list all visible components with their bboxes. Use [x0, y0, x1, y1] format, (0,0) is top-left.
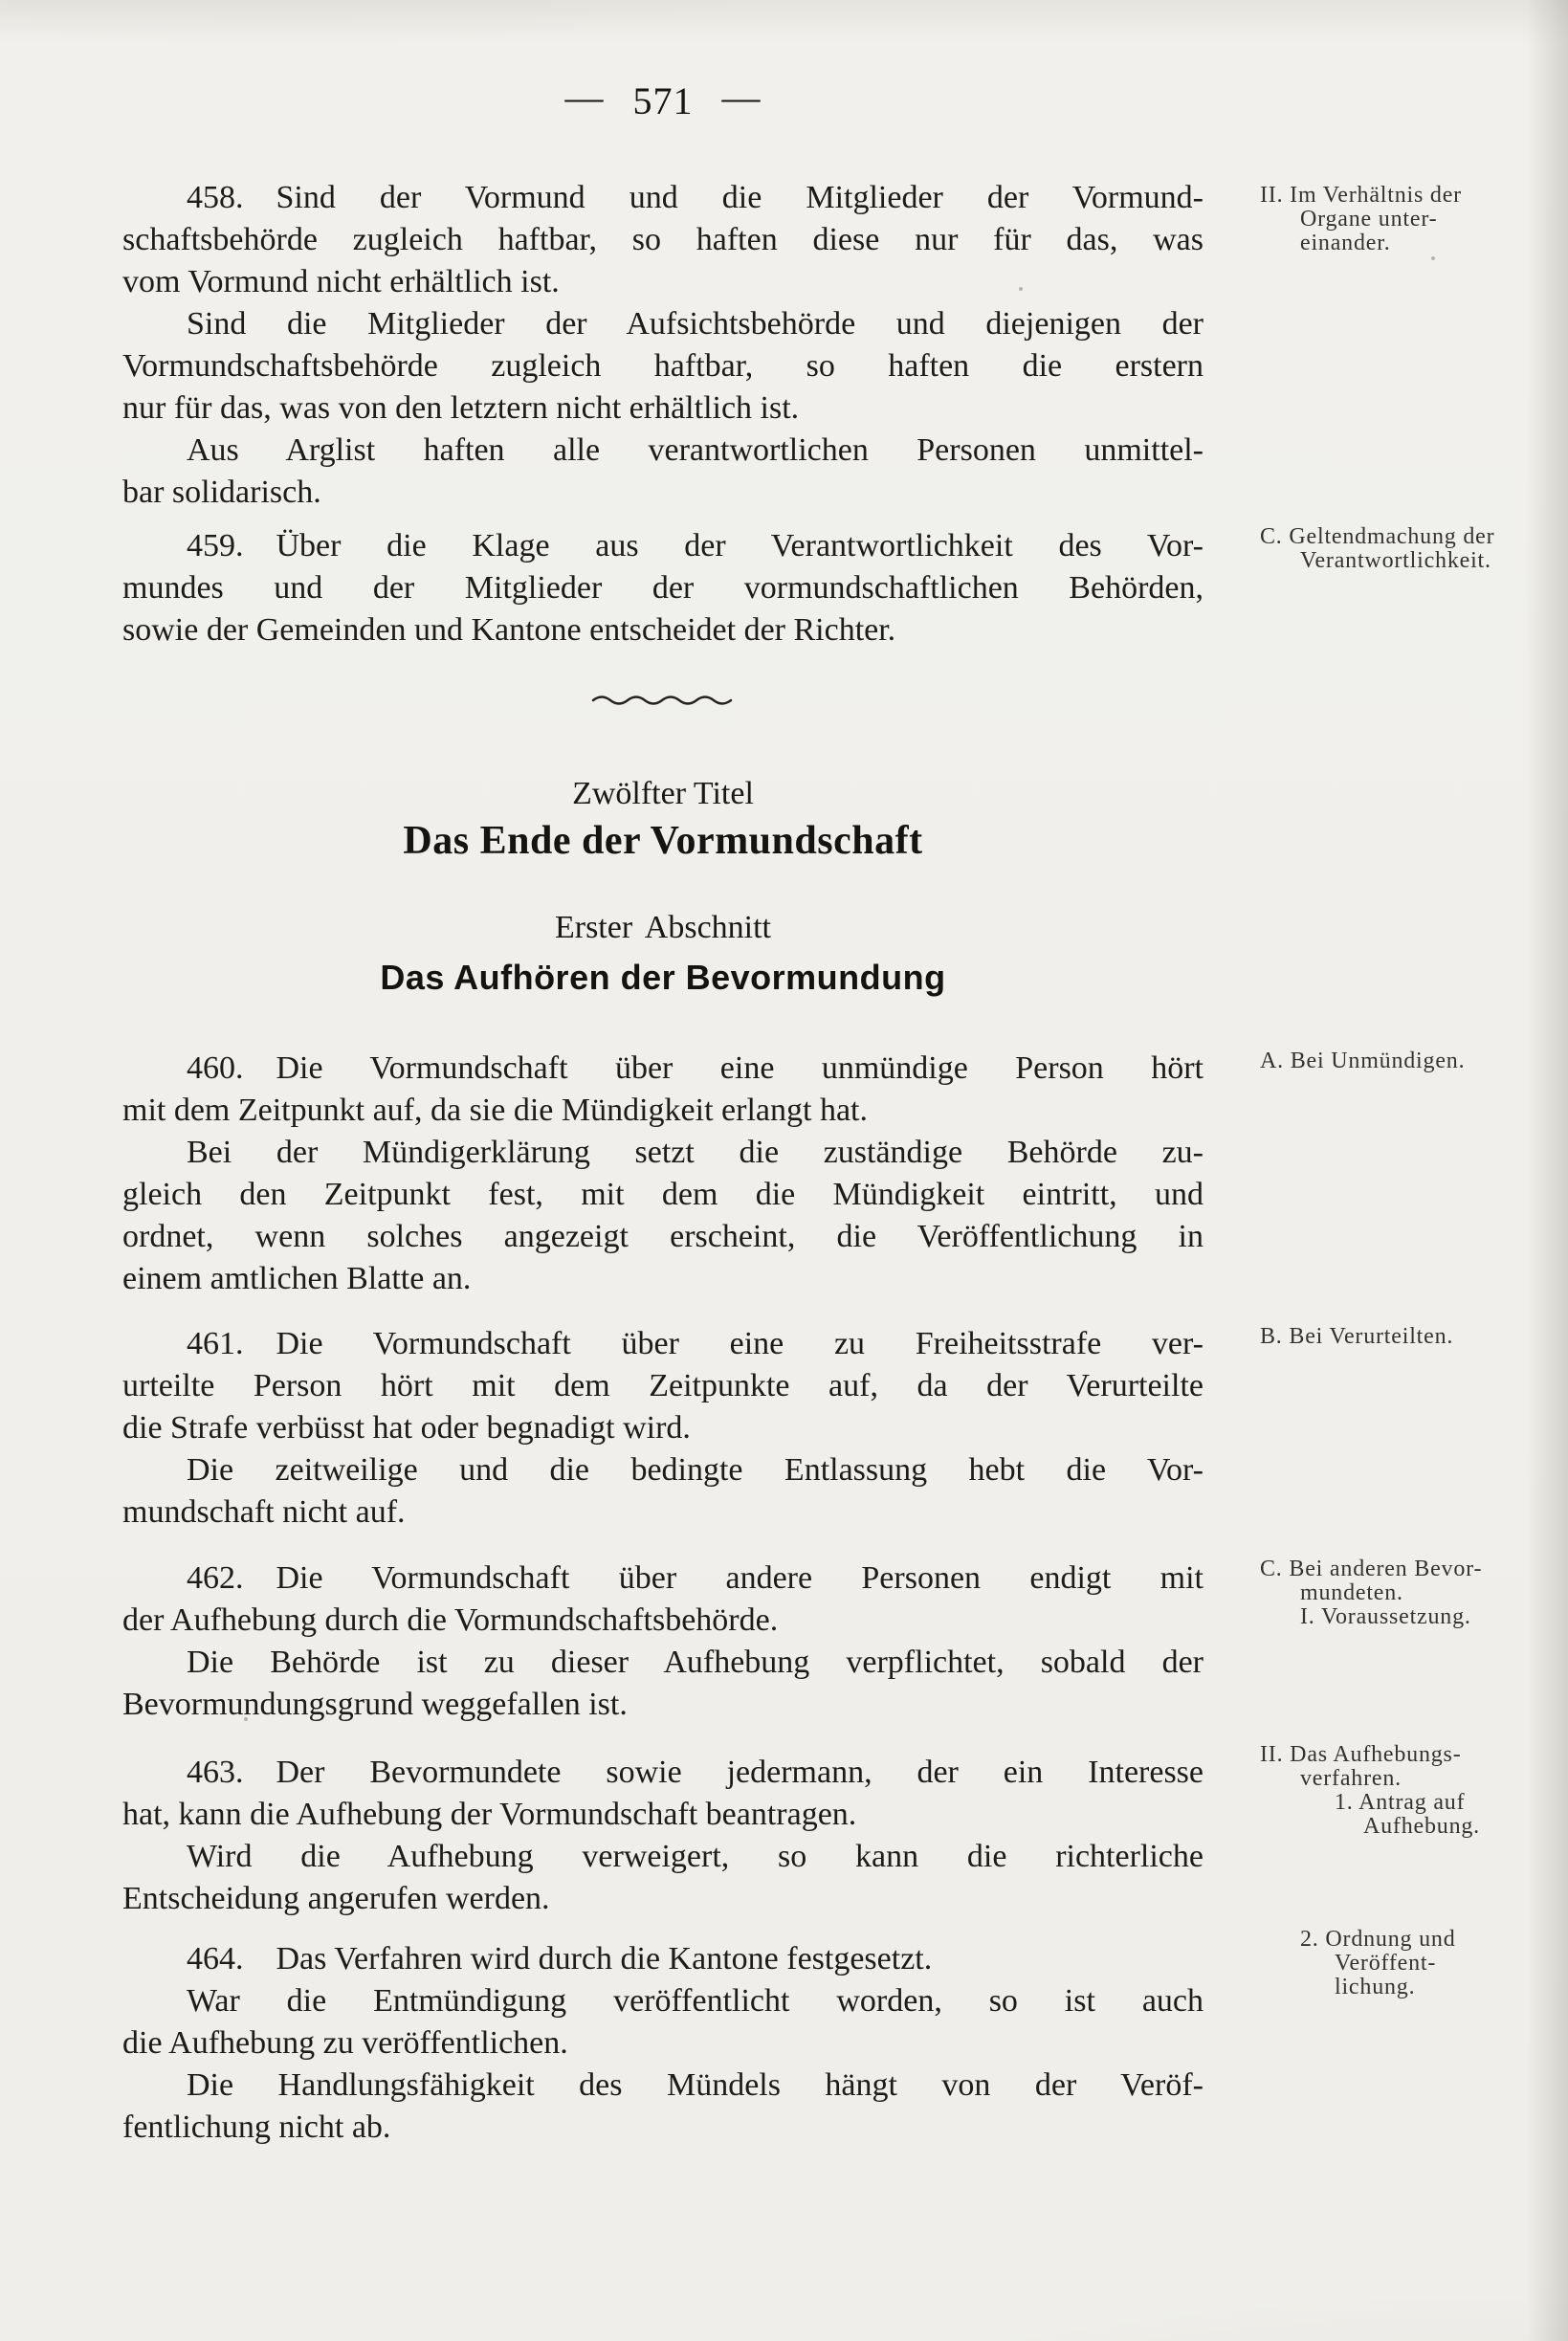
- text-line: die Aufhebung zu veröffentlichen.: [122, 2025, 568, 2061]
- margin-notes-column: [1260, 0, 1552, 2341]
- text-line: Aus Arglist haften alle verantwortlichen Personen unmittel-: [187, 432, 1204, 468]
- text-line: mit dem Zeitpunkt auf, da sie die Mündigkeit erlangt hat.: [122, 1093, 868, 1128]
- article-462: [122, 1557, 1204, 1726]
- text-line: Bei der Mündigerklärung setzt die zuständige Behörde zu-: [187, 1135, 1204, 1170]
- margin-note-line: 1. Antrag auf: [1335, 1790, 1466, 1815]
- body-column: [122, 0, 1204, 2341]
- page-number: 571: [632, 79, 694, 122]
- scan-speck: [1019, 287, 1023, 291]
- article-458: [122, 177, 1204, 514]
- text-line: War die Entmündigung veröffentlicht worden, so ist auch: [187, 1983, 1204, 2019]
- margin-note-line: einander.: [1300, 231, 1391, 255]
- text-line: 460. Die Vormundschaft über eine unmündige Person hört: [187, 1050, 1204, 1086]
- margin-note-line: verfahren.: [1300, 1766, 1402, 1791]
- text-line: gleich den Zeitpunkt fest, mit dem die Mündigkeit eintritt, und: [122, 1177, 1204, 1212]
- scan-speck: [1431, 256, 1435, 260]
- margin-note-line: Veröffent-: [1335, 1951, 1437, 1976]
- text-line: ordnet, wenn solches angezeigt erscheint, die Veröffentlichung in: [122, 1219, 1204, 1254]
- text-line: Die zeitweilige und die bedingte Entlassung hebt die Vor-: [187, 1452, 1204, 1488]
- margin-note-line: Organe unter-: [1300, 207, 1438, 232]
- text-line: schaftsbehörde zugleich haftbar, so haften diese nur für das, was: [122, 222, 1204, 257]
- margin-note-458: [1260, 184, 1552, 255]
- margin-note-line: Aufhebung.: [1363, 1814, 1480, 1839]
- text-line: bar solidarisch.: [122, 475, 321, 510]
- header-dash-right: —: [721, 76, 762, 119]
- wavy-rule-icon: [590, 696, 736, 712]
- section-kicker: Erster Abschnitt: [554, 910, 772, 945]
- margin-note-line: I. Voraussetzung.: [1300, 1604, 1471, 1629]
- margin-note-464: [1260, 1928, 1552, 1999]
- margin-note-line: lichung.: [1335, 1975, 1416, 1999]
- text-line: fentlichung nicht ab.: [122, 2109, 391, 2145]
- article-461: [122, 1323, 1204, 1534]
- title-kicker: Zwölfter Titel: [572, 776, 754, 811]
- margin-note-463: [1260, 1743, 1552, 1839]
- margin-note-line: B. Bei Verurteilten.: [1260, 1324, 1454, 1349]
- scan-speck: [244, 1717, 248, 1721]
- text-line: Sind die Mitglieder der Aufsichtsbehörde und diejenigen der: [187, 306, 1204, 342]
- text-line: nur für das, was von den letztern nicht erhältlich ist.: [122, 390, 800, 426]
- text-line: der Aufhebung durch die Vormundschaftsbehörde.: [122, 1602, 779, 1638]
- text-line: mundes und der Mitglieder der vormundschaftlichen Behörden,: [122, 570, 1204, 606]
- text-line: sowie der Gemeinden und Kantone entscheidet der Richter.: [122, 612, 896, 648]
- article-459: [122, 525, 1204, 652]
- text-line: Wird die Aufhebung verweigert, so kann die richterliche: [187, 1839, 1204, 1874]
- text-line: Vormundschaftsbehörde zugleich haftbar, so haften die erstern: [122, 348, 1204, 384]
- margin-note-461: [1260, 1325, 1552, 1349]
- text-line: Die Handlungsfähigkeit des Mündels hängt von der Veröf-: [187, 2067, 1204, 2103]
- margin-note-line: C. Bei anderen Bevor-: [1260, 1557, 1483, 1581]
- margin-note-line: C. Geltendmachung der: [1260, 524, 1495, 549]
- margin-note-459: [1260, 525, 1552, 573]
- margin-note-line: 2. Ordnung und: [1300, 1927, 1456, 1952]
- text-line: Entscheidung angerufen werden.: [122, 1881, 550, 1916]
- title-heading: Das Ende der Vormundschaft: [403, 819, 923, 863]
- margin-note-line: II. Im Verhältnis der: [1260, 183, 1462, 208]
- section-divider: [122, 693, 1204, 713]
- margin-note-line: Verantwortlichkeit.: [1300, 548, 1491, 573]
- text-line: 459. Über die Klage aus der Verantwortlichkeit des Vor-: [187, 528, 1204, 563]
- text-line: hat, kann die Aufhebung der Vormundschaft beantragen.: [122, 1797, 857, 1832]
- text-line: 458. Sind der Vormund und die Mitglieder der Vormund-: [187, 180, 1204, 215]
- text-line: einem amtlichen Blatte an.: [122, 1261, 472, 1296]
- margin-note-line: A. Bei Unmündigen.: [1260, 1049, 1466, 1073]
- header-dash-left: —: [564, 76, 605, 119]
- margin-note-462: [1260, 1557, 1552, 1629]
- article-460: [122, 1048, 1204, 1300]
- margin-note-line: mundeten.: [1300, 1580, 1403, 1605]
- text-line: Bevormundungsgrund weggefallen ist.: [122, 1687, 628, 1722]
- text-line: 463. Der Bevormundete sowie jedermann, der ein Interesse: [187, 1755, 1204, 1790]
- text-line: urteilte Person hört mit dem Zeitpunkte auf, da der Verurteilte: [122, 1368, 1204, 1403]
- text-line: Die Behörde ist zu dieser Aufhebung verpflichtet, sobald der: [187, 1645, 1204, 1680]
- article-463: [122, 1752, 1204, 1920]
- text-line: mundschaft nicht auf.: [122, 1494, 406, 1530]
- text-line: 464. Das Verfahren wird durch die Kantone festgesetzt.: [187, 1941, 933, 1977]
- text-line: 461. Die Vormundschaft über eine zu Freiheitsstrafe ver-: [187, 1326, 1204, 1361]
- section-heading: Das Aufhören der Bevormundung: [380, 958, 946, 997]
- text-line: vom Vormund nicht erhältlich ist.: [122, 264, 560, 299]
- margin-note-460: [1260, 1049, 1552, 1073]
- article-464: [122, 1938, 1204, 2149]
- text-line: die Strafe verbüsst hat oder begnadigt wird.: [122, 1410, 691, 1446]
- text-line: 462. Die Vormundschaft über andere Personen endigt mit: [187, 1560, 1204, 1596]
- margin-note-line: II. Das Aufhebungs-: [1260, 1742, 1462, 1767]
